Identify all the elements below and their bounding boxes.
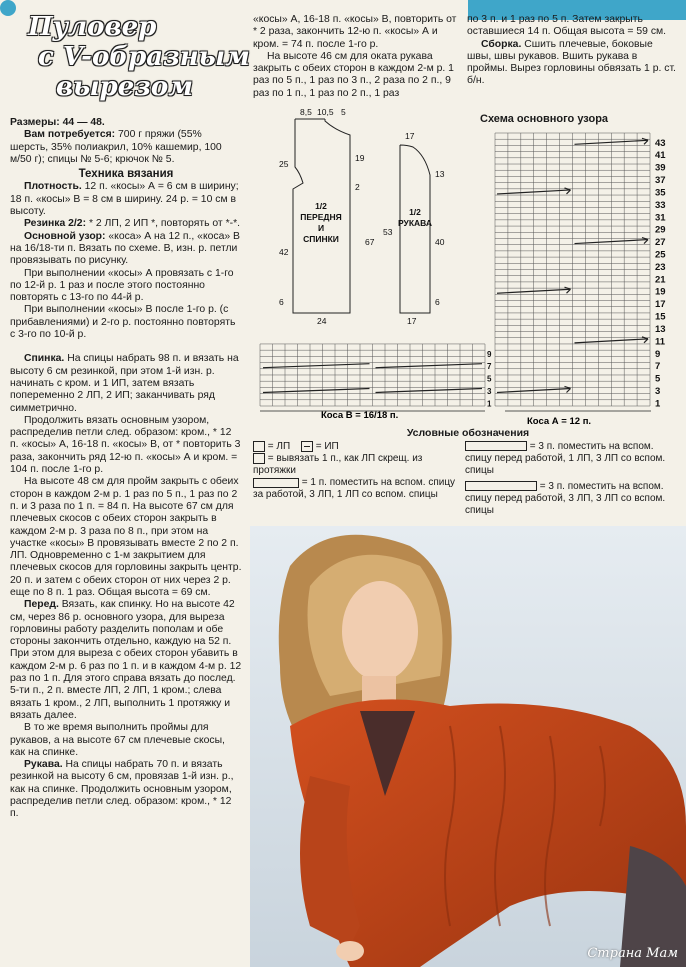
sleeves-label: Рукава. xyxy=(24,759,63,771)
knit-symbol xyxy=(253,441,265,452)
rib-label: Резинка 2/2: xyxy=(24,218,87,230)
instructions-mid-column xyxy=(253,14,459,100)
title-line-3: вырезом xyxy=(56,72,193,102)
chart-b-cable-mark xyxy=(376,364,483,368)
front-label: Перед. xyxy=(24,599,59,611)
density-label: Плотность. xyxy=(24,181,82,193)
sleeve-side-dim-13: 13 xyxy=(435,169,445,179)
chart-b-row-number: 3 xyxy=(487,386,492,396)
front-side-dim-42: 42 xyxy=(279,247,289,257)
sleeves-paragraph xyxy=(10,759,242,820)
instructions-right-column xyxy=(467,14,677,88)
legend-row-c2 xyxy=(465,441,683,477)
chart-a-row-number: 41 xyxy=(655,150,666,162)
sleeves-text: На спицы набрать 70 п. и вязать резинкой на высоту 6 см, провязав 1-й изн. р., как на спинке. Продолжить основным узором, распределив петли след. образом: кром., * 12 п. xyxy=(10,759,234,820)
page-number-badge xyxy=(0,0,16,16)
chart-a-row-number: 15 xyxy=(655,311,666,323)
purl-symbol xyxy=(301,441,313,452)
front-side-dim-6: 6 xyxy=(279,297,284,307)
chart-b-row-number: 9 xyxy=(487,349,492,359)
technique-heading: Техника вязания xyxy=(78,168,174,181)
back-label: Спинка. xyxy=(24,353,65,365)
rib-text: * 2 ЛП, 2 ИП *, повторять от *-*. xyxy=(86,218,241,230)
assembly-label: Сборка. xyxy=(481,38,522,50)
sleeve-side-dim-53: 53 xyxy=(383,227,393,237)
cable-6-symbol xyxy=(465,481,537,491)
cable-a-label: Коса А = 12 п. xyxy=(527,416,592,427)
cable-back-symbol xyxy=(253,478,299,488)
chart-a-row-number: 9 xyxy=(655,348,661,360)
front-label-line-2: ПЕРЕДНЯ xyxy=(300,212,342,222)
front-label-line-3: И xyxy=(317,223,325,233)
legend-row-knit-purl xyxy=(253,441,463,453)
watermark: Страна Мам xyxy=(587,946,678,961)
back-paragraph xyxy=(10,353,242,414)
sleeve-side-dim-40: 40 xyxy=(435,237,445,247)
chart-a-row-number: 43 xyxy=(655,137,666,149)
sleeve-cap-paragraph: На высоте 46 см для оката рукава закрыть с обеих сторон в каждом 2-м р. 1 раз по 5 п., 1 раз по 3 п., 2 раза по 2 п., 9 раз по 1 п., 1 раз по 2 п., 1 раз xyxy=(253,50,454,99)
front-text: Вязать, как спинку. Но на высоте 42 см, через 86 р. основного узора, для выреза горловины работу разделить пополам и обе стороны закончить отдельно, каждую на 52 п. При этом для выреза с обеих сторон убавить в каждом 2-м р. 6 раз по 1 п. и в каждом 4-м р. 12 раз по 1 п. Для этого справа вязать до послед. 5-ти п., 2 п. вместе ЛП, 2 ЛП, 1 кром.; слева вязать 1 кром., 2 ЛП, выполнить 1 протяжку и вязать далее. xyxy=(10,599,242,721)
chart-a-row-number: 35 xyxy=(655,187,666,199)
sizes-text: Размеры: 44 — 48. xyxy=(10,117,105,128)
main-pattern-label: Основной узор: xyxy=(24,230,106,242)
model-photo xyxy=(250,526,686,967)
sleeve-cap-continued: по 3 п. и 1 раз по 5 п. Затем закрыть оставшиеся 14 п. Общая высота = 59 см. xyxy=(467,14,667,38)
chart-a-row-number: 1 xyxy=(655,398,661,410)
front-bottom-dim: 24 xyxy=(317,316,327,326)
sleeve-top-dim: 17 xyxy=(405,131,415,141)
front-top-dim-1: 8,5 xyxy=(300,107,312,117)
chart-a-row-number: 17 xyxy=(655,299,666,311)
sleeves-continued: «косы» А, 16-18 п. «косы» В, повторить от * 2 раза, закончить 12-ю п. «косы» А и кром. = 74 п. после 1-го р. xyxy=(253,14,457,50)
chart-b-cable-mark xyxy=(376,388,483,392)
legend xyxy=(253,427,683,527)
chart-a-row-number: 11 xyxy=(655,336,666,348)
chart-a-row-number: 5 xyxy=(655,373,661,385)
sleeve-label-line-1: 1/2 xyxy=(409,207,421,217)
title-line-2: с V-образным xyxy=(38,42,250,72)
chart-a-row-number: 37 xyxy=(655,175,666,187)
cable-front-symbol xyxy=(465,441,527,451)
front-paragraph xyxy=(10,599,242,722)
main-pattern-paragraph xyxy=(10,231,242,268)
chart-a-row-number: 31 xyxy=(655,212,666,224)
legend-row-inc xyxy=(253,453,463,477)
front-side-dim-2: 2 xyxy=(355,182,360,192)
front-armhole-paragraph: В то же время выполнить проймы для рукавов, а на высоте 67 см плечевые скосы, как на спинке. xyxy=(10,722,225,758)
sleeve-bottom-dim: 17 xyxy=(407,316,417,326)
chart-b-row-number: 5 xyxy=(487,374,492,384)
chart-title: Схема основного узора xyxy=(480,113,609,125)
assembly-paragraph xyxy=(467,39,677,88)
back-pattern-paragraph: Продолжить вязать основным узором, распределив петли след. образом: кром., * 12 п. «косы» А, 16-18 п. «косы» В, от * повторить 3 раза, закончить ряд 12-ю п. «косы» А и кром. = 104 п. после 1-го р. xyxy=(10,414,241,476)
legend-row-c3 xyxy=(465,481,683,517)
front-top-dim-2: 10,5 xyxy=(317,107,334,117)
cable-6-text: = 3 п. поместить на вспом. спицу перед работой, 3 ЛП, 3 ЛП со вспом. спицы xyxy=(465,481,666,516)
materials-text: 700 г пряжи (55% шерсть, 35% полиакрил, 10% кашемир, 100 м/50 г); спицы № 5-6; крючок № 5. xyxy=(10,129,222,165)
chart-a-row-number: 29 xyxy=(655,224,666,236)
model-photo-illustration xyxy=(250,526,686,967)
cable-front-text: = 3 п. поместить на вспом. спицу перед работой, 1 ЛП, 3 ЛП со вспом. спицы xyxy=(465,441,666,476)
back-text: На спицы набрать 98 п. и вязать на высоту 6 см резинкой, при этом 1-й изн. р. начинать с кром. и 1 ИП, затем вязать попеременно 2 ЛП, 2 ИП; заканчивать ряд симметрично. xyxy=(10,353,239,414)
front-label-line-4: СПИНКИ xyxy=(303,234,339,244)
chart-a-row-number: 7 xyxy=(655,361,661,373)
legend-title: Условные обозначения xyxy=(406,427,530,439)
title-line-1: Пуловер xyxy=(28,12,157,42)
sleeve-label-line-2: РУКАВА xyxy=(397,218,433,228)
density-paragraph xyxy=(10,181,242,218)
front-side-dim-67: 67 xyxy=(365,237,375,247)
chart-a-row-number: 33 xyxy=(655,199,666,211)
chart-a-row-number: 21 xyxy=(655,274,666,286)
chart-a-row-number: 23 xyxy=(655,261,666,273)
chart-a-row-number: 3 xyxy=(655,385,661,397)
article-title xyxy=(28,12,250,102)
cable-b-paragraph: При выполнении «косы» В после 1-го р. (с прибавлениями) и 2-го р. постоянно повторять с 3-го по 10-й р. xyxy=(10,304,236,341)
front-side-dim-25: 25 xyxy=(279,159,289,169)
instructions-left-column xyxy=(10,117,242,821)
materials-paragraph xyxy=(10,129,242,166)
materials-label: Вам потребуется: xyxy=(24,129,116,141)
cable-back-text: = 1 п. поместить на вспом. спицу за работой, 3 ЛП, 1 ЛП со вспом. спицы xyxy=(253,477,456,501)
density-text: 12 п. «косы» А = 6 см в ширину; 18 п. «косы» В = 8 см в ширину. 24 р. = 10 см в высоту. xyxy=(10,181,239,218)
chart-a-row-number: 27 xyxy=(655,237,666,249)
stitch-chart xyxy=(255,128,685,428)
legend-row-c1 xyxy=(253,477,463,501)
increase-symbol xyxy=(253,453,265,464)
sizes-paragraph xyxy=(10,117,242,129)
chart-b-cable-mark xyxy=(263,388,370,392)
chart-b-row-number: 1 xyxy=(487,399,492,409)
chart-a-row-number: 19 xyxy=(655,286,666,298)
cable-b-label: Коса В = 16/18 п. xyxy=(321,410,399,421)
chart-b-cable-mark xyxy=(263,364,370,368)
main-pattern-text: «коса» А на 12 п., «коса» В на 16/18-ти п. Вязать по схеме. В, изн. р. петли провязывать по рисунку. xyxy=(10,230,240,267)
chart-b-row-number: 7 xyxy=(487,362,492,372)
front-side-dim-19: 19 xyxy=(355,153,365,163)
sleeve-side-dim-6: 6 xyxy=(435,297,440,307)
chart-a-row-number: 39 xyxy=(655,162,666,174)
knit-text: = ЛП xyxy=(267,441,291,453)
chart-a-row-number: 13 xyxy=(655,323,666,335)
chart-a-row-number: 25 xyxy=(655,249,666,261)
front-label-line-1: 1/2 xyxy=(315,201,327,211)
back-armhole-paragraph: На высоте 48 см для пройм закрыть с обеих сторон в каждом 2-м р. 1 раз по 5 п., 1 раз по 2 п. и 3 раза по 1 п. = 84 п. На высоте 67 см для плечевых скосов с обеих сторон закрыть в каждом 2-м р. 3 раза по 8 п., при этом на участке «косы» В провязывать вместе 2 по 2 п. ЛП. Одновременно с 1-м закрытием для плечевых скосов для горловины закрыть центр. 20 п. и затем с обеих сторон от них через 2 р. еще по 8 п. 1 раз. Общая высота = 69 см. xyxy=(10,476,242,598)
cable-a-paragraph: При выполнении «косы» А провязать с 1-го по 12-й р. 1 раз и после этого постоянно повторять с 13-го по 44-й р. xyxy=(10,267,234,304)
assembly-text: Сшить плечевые, боковые швы, швы рукавов. Вшить рукава в проймы. Вырез горловины обвязать 1 р. ст. б/н. xyxy=(467,38,676,87)
increase-text: = вывязать 1 п., как ЛП скрещ. из протяжки xyxy=(253,453,423,477)
purl-text: = ИП xyxy=(315,441,339,453)
rib-paragraph xyxy=(10,218,242,230)
front-top-dim-3: 5 xyxy=(341,107,346,117)
